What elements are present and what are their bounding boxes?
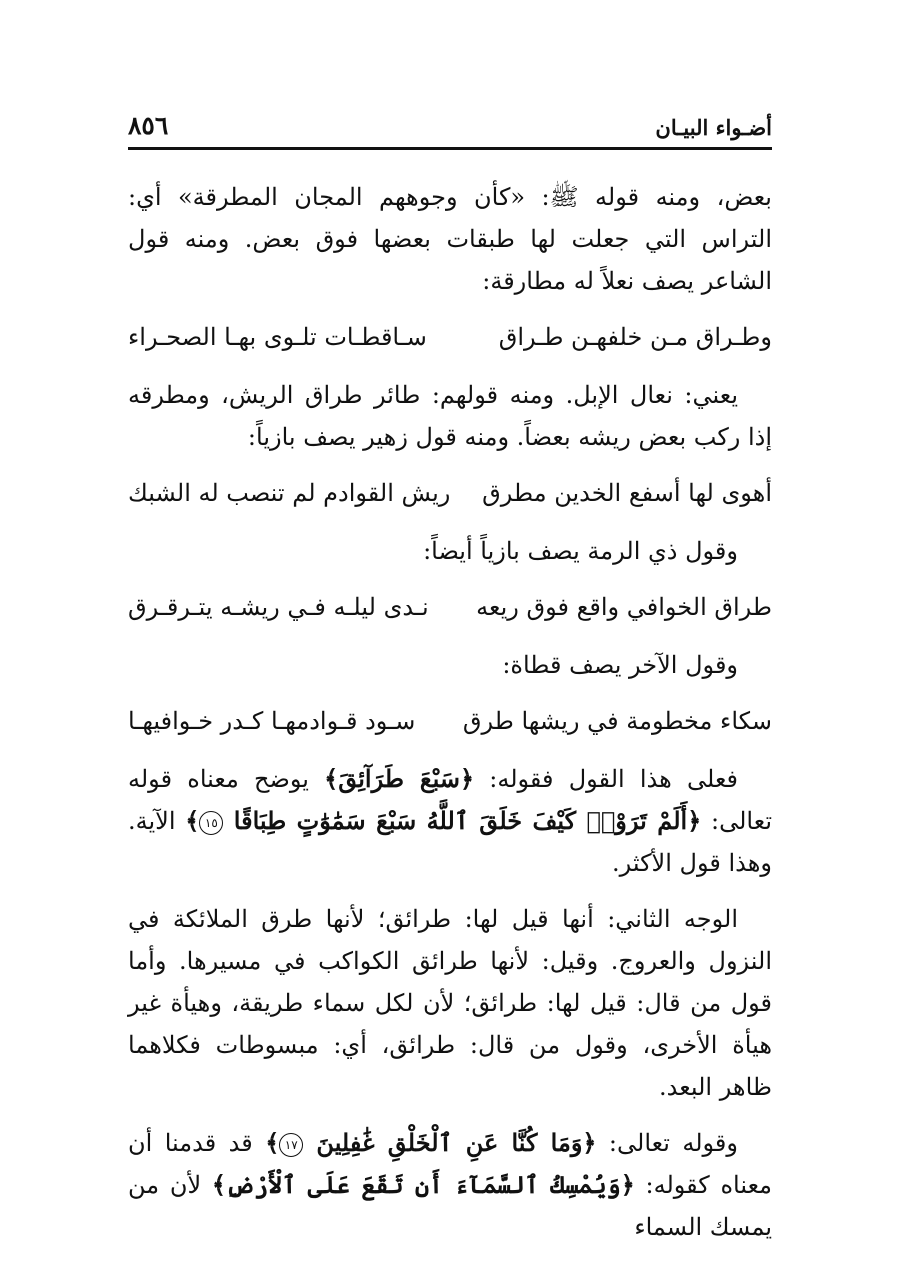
paragraph-7-intro: وقوله تعالى:: [608, 1129, 738, 1157]
quran-quote-seven-paths: ﴿سَبْعَ طَرَآئِقَ﴾: [324, 764, 475, 793]
page-number: ٨٥٦: [128, 111, 169, 140]
poetry-verse-2: [128, 472, 772, 514]
paragraph-2: يعني: نعال الإبل. ومنه قولهم: طائر طراق الريش، ومطرقه إذا ركب بعض ريشه بعضاً. ومنه قول زهير يصف بازياً:: [128, 381, 772, 451]
ayah-number-marker: ١٧: [279, 1133, 303, 1157]
paragraph-7-middle: قد قدمنا أن معناه كقوله:: [128, 1129, 773, 1199]
quran-quote-seven-heavens: [185, 806, 701, 835]
verse-1-second-hemistich: سـاقطـات تلـوى بهـا الصحـراء: [128, 323, 427, 351]
poetry-verse-4: [128, 700, 772, 742]
quran-closing-bracket: ﴾: [265, 1128, 280, 1157]
page-header: [128, 105, 772, 150]
paragraph-5-end: الآية. وهذا قول الأكثر.: [128, 807, 772, 877]
quran-closing-bracket: ﴾: [185, 806, 200, 835]
ayah-number-marker: ١٥: [199, 811, 223, 835]
verse-4-first-hemistich: سكاء مخطومة في ريشها طرق: [462, 707, 772, 735]
book-page: [128, 105, 772, 1262]
paragraph-5-intro: فعلى هذا القول فقوله:: [489, 765, 738, 793]
verse-1-first-hemistich: وطـراق مـن خلفهـن طـراق: [498, 323, 772, 351]
paragraph-6: الوجه الثاني: أنها قيل لها: طرائق؛ لأنها طرق الملائكة في النزول والعروج. وقيل: لأنها طرائق الكواكب في مسيرها. وأما قول من قال: قيل لها: طرائق؛ لأن لكل سماء طريقة، وهيأة غير هيأة الأخرى، وقول من قال: طرائق، أي: مبسوطات فكلاهما ظاهر البعد.: [128, 905, 772, 1101]
quran-quote-seven-heavens-text: ﴿أَلَمْ تَرَوْا۟ كَيْفَ خَلَقَ ٱللَّهُ سَبْعَ سَمَٰوَٰتٍ طِبَاقًا: [233, 806, 702, 835]
paragraph-7-end: لأن من يمسك السماء: [128, 1171, 772, 1241]
page-body: [128, 176, 772, 1248]
paragraph-3: وقول ذي الرمة يصف بازياً أيضاً:: [423, 537, 738, 565]
paragraph-7: [128, 1122, 772, 1248]
verse-3-first-hemistich: طراق الخوافي واقع فوق ريعه: [476, 593, 772, 621]
quran-quote-not-heedless-text: ﴿وَمَا كُنَّا عَنِ ٱلْخَلْقِ غَٰفِلِينَ: [316, 1128, 597, 1157]
verse-4-second-hemistich: سـود قـوادمهـا كـدر خـوافيهـا: [128, 707, 416, 735]
paragraph-1: بعض، ومنه قوله ﷺ: «كأن وجوههم المجان المطرقة» أي: التراس التي جعلت لها طبقات بعضها فوق بعض. ومنه قول الشاعر يصف نعلاً له مطارقة:: [128, 183, 772, 295]
verse-3-second-hemistich: نـدى ليلـه فـي ريشـه يتـرقـرق: [128, 593, 429, 621]
quran-quote-not-heedless: [265, 1128, 596, 1157]
paragraph-4: وقول الآخر يصف قطاة:: [502, 651, 738, 679]
paragraph-5: [128, 758, 772, 884]
poetry-verse-3: [128, 586, 772, 628]
book-title: أضـواء البيـان: [655, 115, 772, 140]
paragraph-5-middle: يوضح معناه قوله تعالى:: [128, 765, 773, 835]
verse-2-second-hemistich: ريش القوادم لم تنصب له الشبك: [128, 479, 451, 507]
poetry-verse-1: [128, 316, 772, 358]
quran-quote-holds-the-sky: ﴿وَيُمْسِكُ ٱلسَّمَآءَ أَن تَقَعَ عَلَى ٱلْأَرْضِ﴾: [211, 1170, 635, 1199]
verse-2-first-hemistich: أهوى لها أسفع الخدين مطرق: [482, 479, 772, 507]
